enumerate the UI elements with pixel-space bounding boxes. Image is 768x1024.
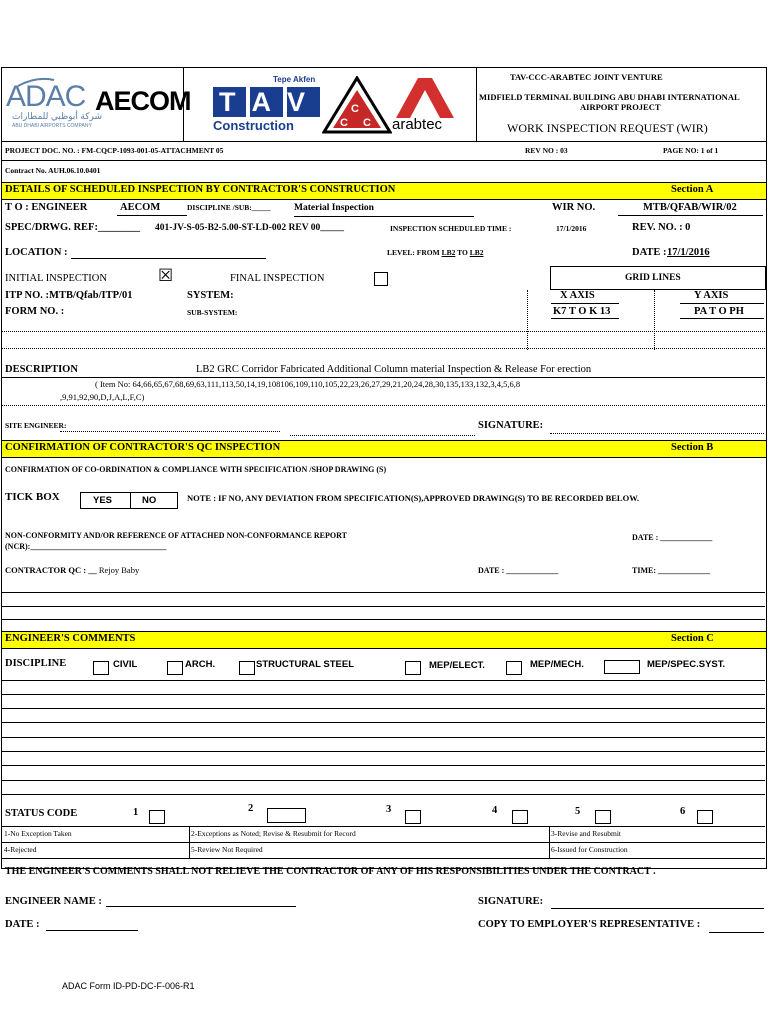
no-option[interactable]: NO: [142, 495, 157, 506]
status-3-checkbox[interactable]: [405, 810, 421, 824]
arabtec-logo-mark: [390, 74, 460, 120]
itp-no: ITP NO. :MTB/Qfab/ITP/01: [5, 290, 133, 301]
engineer-date-field[interactable]: [46, 930, 138, 931]
project-title-line2: AIRPORT PROJECT: [580, 102, 661, 112]
jv-title: TAV-CCC-ARABTEC JOINT VENTURE: [510, 72, 663, 82]
system-label: SYSTEM:: [187, 290, 234, 301]
tick-box-note: NOTE : IF NO, ANY DEVIATION FROM SPECIFICATION(S),APPROVED DRAWING(S) TO BE RECORDED BELOW.: [187, 493, 640, 503]
site-signature-field[interactable]: [550, 433, 764, 434]
adac-english-text: ABU DHABI AIRPORTS COMPANY: [12, 123, 92, 129]
arabtec-logo-text: arabtec: [392, 116, 443, 133]
mep-spec-label: MEP/SPEC.SYST.: [647, 659, 726, 670]
discipline-sub-label: DISCIPLINE /SUB:_____: [187, 203, 271, 212]
svg-text:C: C: [363, 117, 371, 129]
structural-steel-label: STRUCTURAL STEEL: [256, 659, 354, 670]
location-label: LOCATION :: [5, 247, 68, 258]
header-bottom-line: [1, 141, 766, 142]
spec-drwg-label: SPEC/DRWG. REF:________: [5, 222, 140, 233]
structural-steel-checkbox[interactable]: [239, 661, 255, 675]
rev-no: REV NO : 03: [525, 146, 568, 155]
inspection-scheduled-value[interactable]: 17/1/2016: [556, 224, 587, 233]
yes-option[interactable]: YES: [93, 495, 113, 506]
tepe-akfen-text: Tepe Akfen: [273, 75, 316, 84]
final-inspection-label: FINAL INSPECTION: [230, 273, 325, 284]
status-code-1-text: 1-No Exception Taken: [4, 829, 72, 838]
mep-mech-label: MEP/MECH.: [530, 659, 584, 670]
confirmation-text: CONFIRMATION OF CO-ORDINATION & COMPLIANCE WITH SPECIFICATION /SHOP DRAWING (S): [5, 465, 387, 474]
status-code-4-text: 4-Rejected: [4, 845, 37, 854]
contractor-qc-value[interactable]: Rejoy Baby: [96, 565, 140, 575]
site-signature-label: SIGNATURE:: [478, 420, 544, 431]
to-engineer-label: T O : ENGINEER: [5, 202, 88, 213]
item-numbers-line2: ,9,91,92,90,D,J,A,L,F,C): [60, 392, 145, 402]
adac-logo-text: ADAC: [6, 80, 86, 113]
status-number-5: 5: [575, 806, 581, 817]
project-doc-no: PROJECT DOC. NO. : FM-CQCP-1093-001-05-ATTACHMENT 05: [5, 146, 224, 155]
discipline-label: DISCIPLINE: [5, 658, 67, 669]
qc-time[interactable]: TIME: _____________: [632, 566, 710, 575]
copy-to-field[interactable]: [709, 932, 764, 933]
status-5-checkbox[interactable]: [595, 810, 611, 824]
status-number-6: 6: [680, 806, 686, 817]
status-1-checkbox[interactable]: [149, 810, 165, 824]
status-code-3-text: 3-Revise and Resubmit: [551, 829, 621, 838]
tav-logo: [213, 87, 323, 117]
status-code-6-text: 6-Issued for Construction: [551, 845, 628, 854]
level-from[interactable]: LB2: [441, 248, 456, 257]
initial-inspection-checkbox[interactable]: ☒: [158, 266, 174, 286]
mep-elect-checkbox[interactable]: [405, 661, 421, 675]
contractor-qc-label: CONTRACTOR QC : __ Rejoy Baby: [5, 565, 140, 575]
status-number-1: 1: [133, 807, 139, 818]
mep-spec-checkbox[interactable]: [604, 660, 640, 674]
svg-text:C: C: [351, 103, 359, 115]
adac-logo: [6, 76, 103, 136]
section-b-label: Section B: [671, 442, 714, 453]
x-axis-label: X AXIS: [560, 290, 595, 301]
y-axis-label: Y AXIS: [694, 290, 729, 301]
engineer-name-label: ENGINEER NAME :: [5, 896, 102, 907]
section-c-label: Section C: [671, 633, 714, 644]
to-engineer-value: AECOM: [120, 202, 161, 213]
tick-box-label: TICK BOX: [5, 491, 60, 503]
status-6-checkbox[interactable]: [697, 810, 713, 824]
x-axis-value[interactable]: K7 T O K 13: [553, 306, 611, 317]
engineer-disclaimer: THE ENGINEER'S COMMENTS SHALL NOT RELIEVE THE CONTRACTOR OF ANY OF HIS RESPONSIBILITIES UNDER THE CONTRACT .: [5, 866, 656, 877]
inspection-scheduled-label: INSPECTION SCHEDULED TIME :: [390, 224, 512, 233]
rev-no-field: REV. NO. : 0: [632, 222, 691, 233]
ncr-date[interactable]: DATE : _____________: [632, 533, 713, 542]
mep-mech-checkbox[interactable]: [506, 661, 522, 675]
y-axis-value[interactable]: PA T O PH: [694, 306, 744, 317]
initial-inspection-label: INITIAL INSPECTION: [5, 273, 107, 284]
section-a-label: Section A: [671, 184, 714, 195]
final-inspection-checkbox[interactable]: [374, 272, 388, 286]
engineer-signature-field[interactable]: [551, 908, 764, 909]
status-code-5-text: 5-Review Not Required: [191, 845, 263, 854]
status-number-4: 4: [492, 805, 498, 816]
civil-label: CIVIL: [113, 659, 138, 670]
date-label: DATE :: [632, 247, 667, 258]
contract-no: Contract No. AUH.06.10.0401: [5, 166, 101, 175]
wir-no-label: WIR NO.: [552, 202, 596, 213]
engineer-signature-label: SIGNATURE:: [478, 896, 544, 907]
arch-label: ARCH.: [185, 659, 216, 670]
item-numbers-line1: ( Item No: 64,66,65,67,68,69,63,111,113,50,14,19,108106,109,110,105,22,23,26,27,29,21,20,24,28,30,135,133,132,3,4,5,6,8: [95, 379, 521, 389]
non-conformity-line1: NON-CONFORMITY AND/OR REFERENCE OF ATTACHED NON-CONFORMANCE REPORT: [5, 531, 347, 540]
status-code-2-text: 2-Exceptions as Noted; Revise & Resubmit for Record: [191, 829, 356, 838]
section-b-title: CONFIRMATION OF CONTRACTOR'S QC INSPECTION: [5, 442, 281, 453]
project-title-line1: MIDFIELD TERMINAL BUILDING ABU DHABI INTERNATIONAL: [479, 92, 740, 102]
svg-text:C: C: [340, 117, 348, 129]
wir-no-value[interactable]: MTB/QFAB/WIR/02: [643, 202, 737, 213]
section-c-title: ENGINEER'S COMMENTS: [5, 633, 136, 644]
description-label: DESCRIPTION: [5, 364, 78, 375]
spec-drwg-value[interactable]: 401-JV-S-05-B2-5.00-ST-LD-002 REV 00_____: [155, 223, 345, 233]
status-4-checkbox[interactable]: [512, 810, 528, 824]
mep-elect-label: MEP/ELECT.: [429, 660, 485, 671]
page-no: PAGE NO: 1 of 1: [663, 146, 719, 155]
description-value[interactable]: LB2 GRC Corridor Fabricated Additional Column material Inspection & Release For erection: [196, 364, 592, 375]
non-conformity-line2[interactable]: (NCR):__________________________________: [5, 542, 167, 551]
engineer-date-label: DATE :: [5, 919, 40, 930]
civil-checkbox[interactable]: [93, 661, 109, 675]
copy-to-label: COPY TO EMPLOYER'S REPRESENTATIVE :: [478, 919, 701, 930]
discipline-sub-value[interactable]: Material Inspection: [294, 203, 374, 213]
site-engineer-field[interactable]: [60, 431, 280, 432]
level-to[interactable]: LB2: [469, 248, 484, 257]
grid-lines-label: GRID LINES: [625, 273, 681, 283]
date-value[interactable]: 17/1/2016: [667, 247, 710, 258]
arch-checkbox[interactable]: [167, 661, 183, 675]
form-id-footer: ADAC Form ID-PD-DC-F-006-R1: [62, 981, 195, 991]
construction-text: Construction: [213, 118, 294, 133]
form-title: WORK INSPECTION REQUEST (WIR): [507, 121, 708, 135]
status-2-checkbox[interactable]: [267, 808, 306, 823]
status-number-3: 3: [386, 804, 392, 815]
aecom-logo: AECOM: [95, 86, 191, 116]
location-field[interactable]: [71, 258, 266, 259]
header-divider: [476, 67, 477, 141]
site-engineer-label: SITE ENGINEER:: [5, 421, 67, 430]
status-number-2: 2: [248, 803, 254, 814]
status-code-label: STATUS CODE: [5, 808, 78, 819]
adac-arabic-text: شركة أبوظبي للمطارات: [12, 111, 103, 121]
form-no-label: FORM NO. :: [5, 306, 65, 317]
qc-date[interactable]: DATE : _____________: [478, 566, 559, 575]
ccc-logo: [322, 76, 392, 134]
level-label: LEVEL: FROM LB2 TO LB2: [387, 248, 484, 257]
section-a-title: DETAILS OF SCHEDULED INSPECTION BY CONTRACTOR'S CONSTRUCTION: [5, 184, 396, 195]
tav-logo-text: TAV: [219, 87, 323, 117]
sub-system-label: SUB-SYSTEM:: [187, 308, 238, 317]
engineer-name-field[interactable]: [106, 906, 296, 907]
